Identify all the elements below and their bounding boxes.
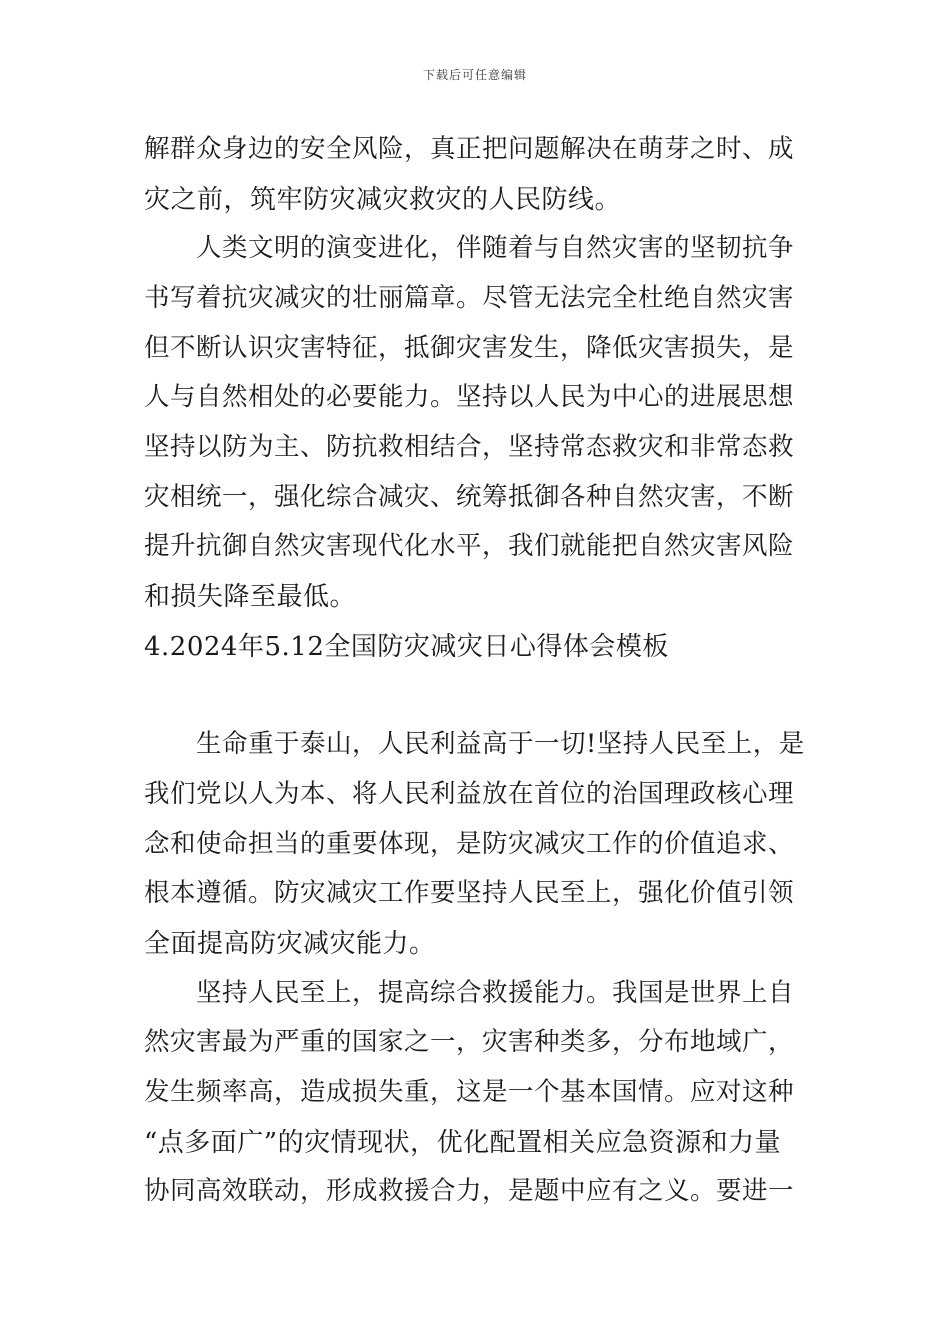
body-line: 和损失降至最低。 (144, 582, 357, 612)
body-line: 念和使命担当的重要体现，是防灾减灾工作的价值追求、 (144, 829, 795, 859)
body-line: 协同高效联动，形成救援合力，是题中应有之义。要进一 (144, 1176, 795, 1206)
body-line: 然灾害最为严重的国家之一，灾害种类多，分布地域广， (144, 1027, 795, 1057)
page-header: 下载后可任意编辑 (422, 68, 527, 82)
body-line: 生命重于泰山，人民利益高于一切!坚持人民至上，是 (144, 729, 805, 759)
body-line: 提升抗御自然灾害现代化水平，我们就能把自然灾害风险 (144, 531, 795, 561)
body-line: “点多面广”的灾情现状，优化配置相关应急资源和力量 (144, 1128, 782, 1158)
body-line: 人与自然相处的必要能力。坚持以人民为中心的进展思想 (144, 382, 795, 412)
body-line: 坚持人民至上，提高综合救援能力。我国是世界上自 (144, 978, 795, 1008)
body-line: 解群众身边的安全风险，真正把问题解决在萌芽之时、成 (144, 134, 795, 164)
body-line: 坚持以防为主、防抗救相结合，坚持常态救灾和非常态救 (144, 432, 795, 462)
body-line: 我们党以人为本、将人民利益放在首位的治国理政核心理 (144, 779, 795, 809)
body-line: 但不断认识灾害特征，抵御灾害发生，降低灾害损失，是 (144, 333, 795, 363)
body-line: 根本遵循。防灾减灾工作要坚持人民至上，强化价值引领 (144, 878, 795, 908)
body-line: 全面提高防灾减灾能力。 (144, 929, 436, 959)
body-line: 人类文明的演变进化，伴随着与自然灾害的坚韧抗争 (144, 233, 795, 263)
body-line: 书写着抗灾减灾的壮丽篇章。尽管无法完全杜绝自然灾害 (144, 283, 795, 313)
body-line: 灾相统一，强化综合减灾、统筹抵御各种自然灾害，不断 (144, 482, 795, 512)
body-line: 灾之前，筑牢防灾减灾救灾的人民防线。 (144, 185, 622, 215)
body-line: 发生频率高，造成损失重，这是一个基本国情。应对这种 (144, 1077, 795, 1107)
section-heading: 4.2024年5.12全国防灾减灾日心得体会模板 (144, 632, 669, 662)
